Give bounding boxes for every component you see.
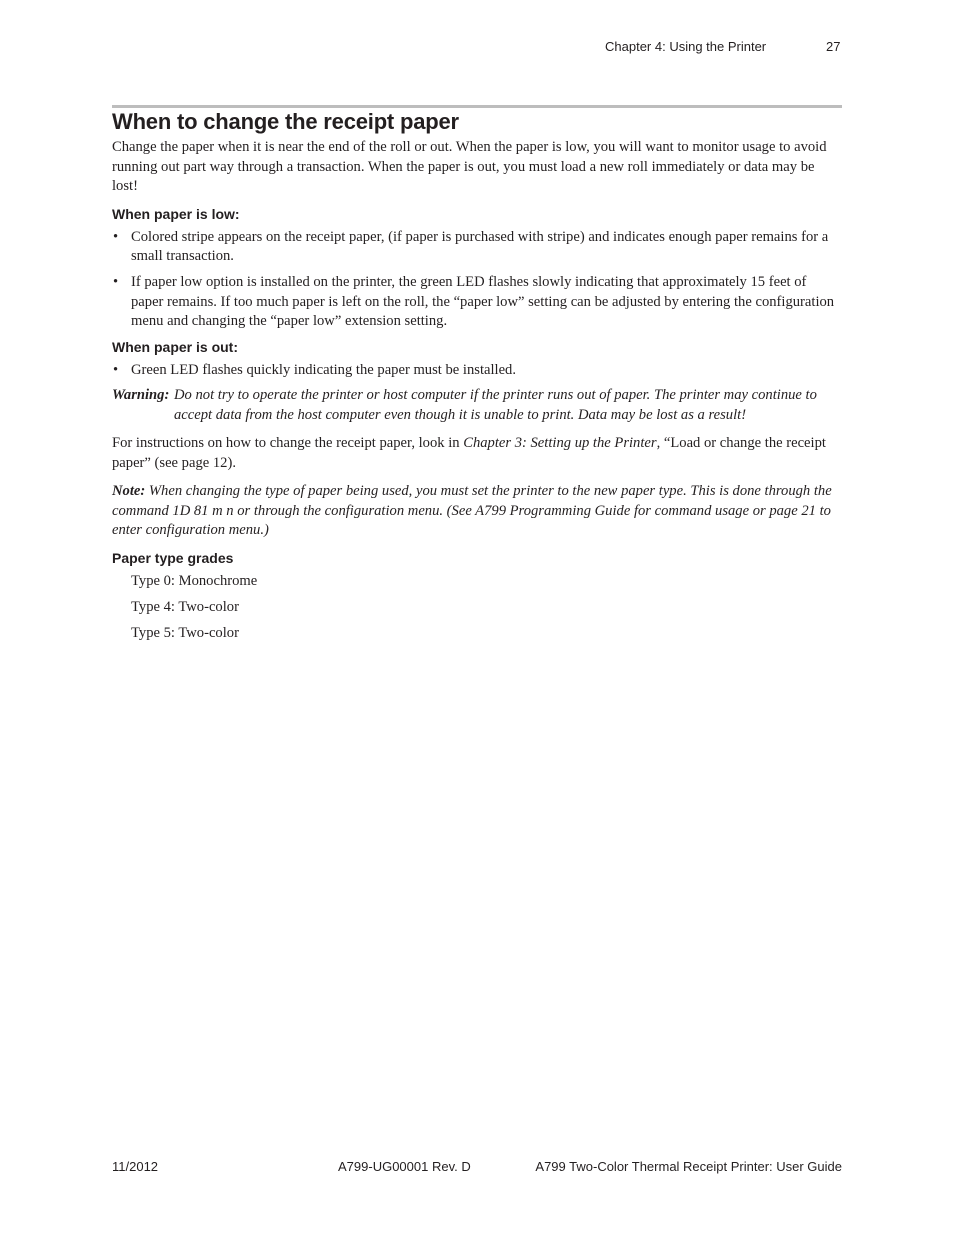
page-number: 27 [826,39,841,54]
page-header [0,39,954,57]
main-content [112,108,842,650]
page-footer [0,1159,954,1177]
instructions-text: For instructions on how to change the receipt paper, look in [112,435,464,451]
footer-doc-title: A799 Two-Color Thermal Receipt Printer: User Guide [535,1159,842,1174]
note-label: Note: [112,483,146,499]
paper-low-heading: When paper is low: [112,205,240,222]
header-chapter: Chapter 4: Using the Printer [605,39,767,54]
note-paragraph [112,482,842,541]
footer-date: 11/2012 [112,1159,159,1174]
list-item: Type 5: Two-color [131,624,239,641]
list-item [112,273,842,332]
footer-doc-number: A799-UG00001 Rev. D [338,1159,471,1174]
chapter-reference: Chapter 3: Setting up the Printer [463,435,657,451]
list-item: Type 4: Two-color [131,598,239,615]
list-item-text: If paper low option is installed on the printer, the green LED flashes slowly indicating that approximately 15 feet of paper remains. If too much paper is left on the roll, the “paper low” setting can be adjusted by entering the configuration menu and changing the “paper low” extension setting. [131,274,835,329]
paper-types-heading: Paper type grades [112,549,234,566]
bullet-icon: • [113,228,119,245]
list-item-text: Green LED flashes quickly indicating the paper must be installed. [131,361,517,378]
warning-label: Warning: [112,387,170,403]
paper-out-list [112,361,842,381]
paper-types-list [112,572,842,644]
instructions-paragraph [112,434,842,473]
list-item: Type 0: Monochrome [131,572,258,589]
list-item [112,361,842,381]
instructions-text-end: , “Load or change the receipt paper” (see page 12). [112,435,826,471]
paper-low-list [112,228,842,332]
warning-block [112,386,842,425]
note-text: When changing the type of paper being used, you must set the printer to the new paper type. This is done through the command 1D 81 m n or through the configuration menu. (See A799 Programming Guide for command usage or page 21 to enter configuration menu.) [112,483,832,538]
warning-text: Do not try to operate the printer or host computer if the printer runs out of paper. The printer may continue to accept data from the host computer even though it is unable to print. Data may be lost as a result! [174,387,817,423]
bullet-icon: • [113,274,119,290]
list-item [112,228,842,267]
list-item-text: Colored stripe appears on the receipt paper, (if paper is purchased with stripe) and indicates enough paper remains for a small transaction. [131,228,829,264]
intro-paragraph: Change the paper when it is near the end of the roll or out. When the paper is low, you will want to monitor usage to avoid running out part way through a transaction. When the paper is out, you must load a new roll immediately or data may be lost! [112,139,827,194]
bullet-icon: • [113,361,119,378]
section-title: When to change the receipt paper [112,109,459,134]
paper-out-heading: When paper is out: [112,338,238,355]
